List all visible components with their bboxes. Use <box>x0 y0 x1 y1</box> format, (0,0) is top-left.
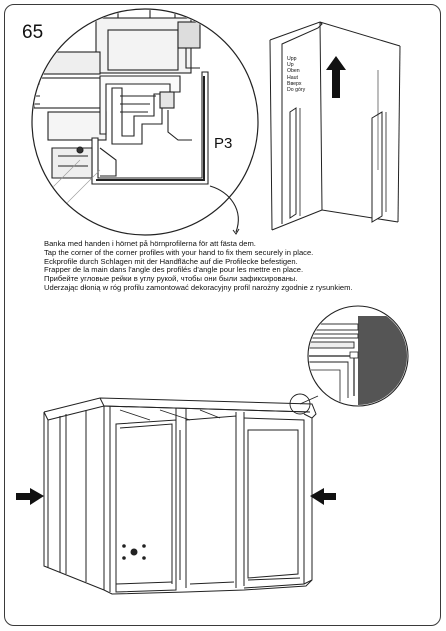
instruction-line: Uderzając dłonią w róg profilu zamontować dekoracyjny profil narożny zgodnie z rysunkiem. <box>44 282 353 292</box>
direction-label: Oben <box>287 68 300 75</box>
instruction-text <box>44 240 404 293</box>
profile-detail-magnifier <box>290 306 418 416</box>
instruction-line: Eckprofile durch Schlagen mit der Handfläche auf die Profilecke befestigen. <box>44 256 298 266</box>
direction-label: Up <box>287 62 294 69</box>
corner-profile-drawing <box>270 22 400 230</box>
instruction-line: Прибейте угловые рейки в углу рукой, чтобы они были зафиксированы. <box>44 274 298 284</box>
push-arrow-right-icon <box>310 488 336 505</box>
part-label: P3 <box>214 135 233 152</box>
instruction-line: Frapper de la main dans l'angle des profilés d'angle pour les mettre en place. <box>44 265 304 275</box>
up-arrow-icon <box>326 56 346 98</box>
direction-label: Вверх <box>287 80 302 87</box>
enclosure-structure <box>44 398 316 594</box>
direction-label: Do góry <box>287 87 306 94</box>
instruction-line: Banka med handen i hörnet på hörnprofilerna för att fästa dem. <box>44 239 256 248</box>
corner-detail-magnifier <box>32 8 258 235</box>
direction-label: Upp <box>287 56 297 62</box>
direction-labels <box>287 56 305 93</box>
instruction-line: Tap the corner of the corner profiles with your hand to fix them securely in place. <box>44 247 314 257</box>
step-number: 65 <box>22 22 44 43</box>
direction-label: Haut <box>287 74 298 81</box>
push-arrow-left-icon <box>16 488 44 505</box>
